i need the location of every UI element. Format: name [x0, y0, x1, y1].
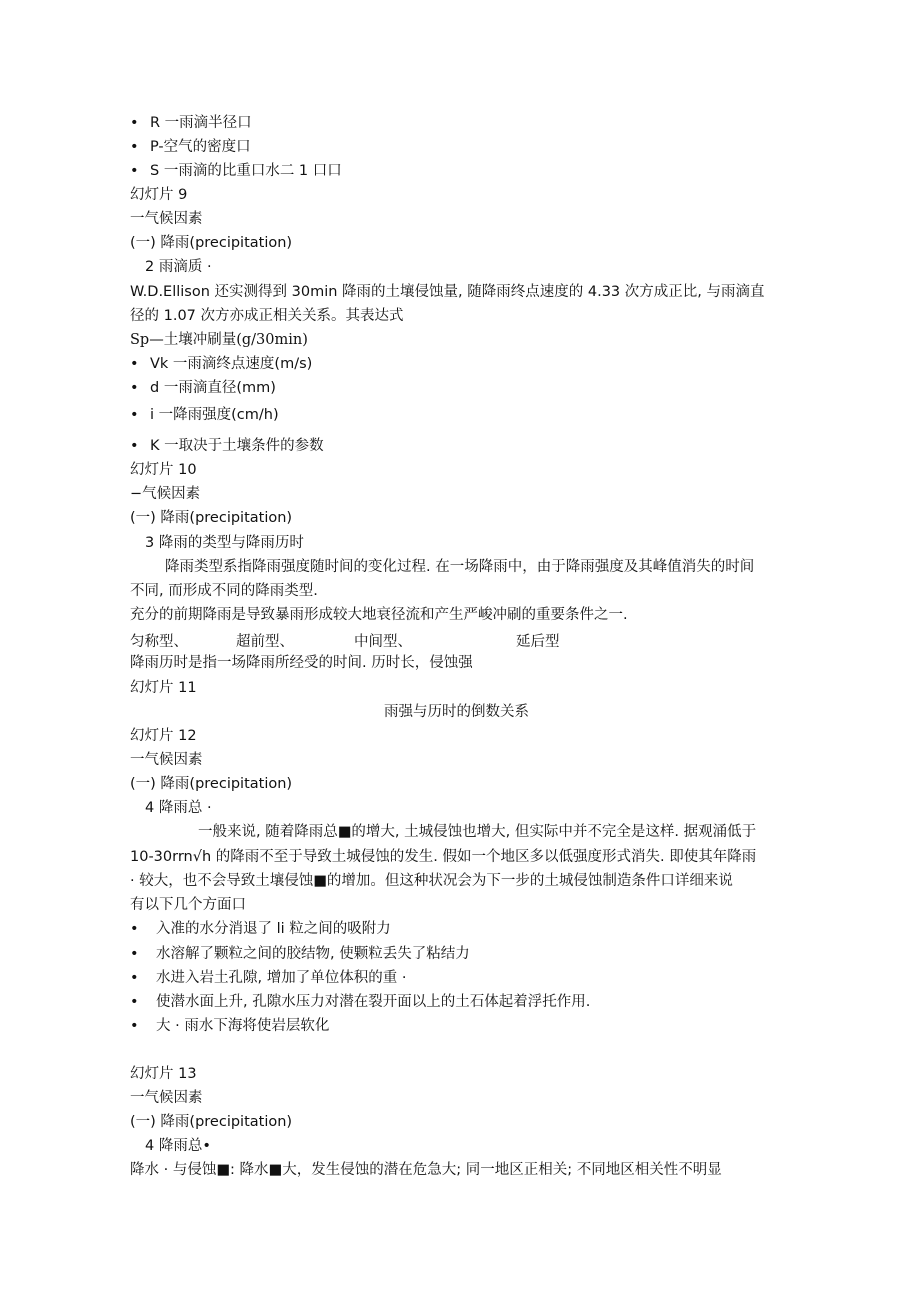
paragraph-line: 充分的前期降雨是导致暴雨形成较大地衰径流和产生严峻冲刷的重要条件之一. [130, 607, 628, 623]
bullet-dot: • [130, 1018, 139, 1034]
slide-heading: 幻灯片 10 [130, 462, 197, 478]
section-title: 一气候因素 [130, 211, 203, 227]
section-title: −气候因素 [130, 486, 201, 502]
topic-title: 3 降雨的类型与降雨历时 [145, 535, 304, 551]
rain-type-uniform: 匀称型、 [130, 634, 188, 650]
paragraph-line: 有以下几个方面口 [130, 897, 246, 913]
bullet-dot: • [130, 407, 139, 423]
bullet-text: 水进入岩土孔隙, 增加了单位体积的重 · [156, 970, 407, 986]
rain-type-middle: 中间型、 [354, 634, 412, 650]
subsection-title: (一) 降雨(precipitation) [130, 235, 293, 251]
slide-heading: 幻灯片 9 [130, 187, 188, 203]
bullet-dot: • [130, 380, 139, 396]
bullet-text: d 一雨滴直径(mm) [150, 380, 276, 396]
bullet-dot: • [130, 438, 139, 454]
bullet-dot: • [130, 139, 139, 155]
paragraph-line: · 较大，也不会导致土壤侵蚀■的增加。但这种状况会为下一步的土城侵蚀制造条件口详细来说 [130, 873, 733, 889]
bullet-text: R 一雨滴半径口 [150, 115, 252, 131]
slide-heading: 幻灯片 12 [130, 728, 197, 744]
subsection-title: (一) 降雨(precipitation) [130, 776, 293, 792]
paragraph-line: 降水 · 与侵蚀■: 降水■大，发生侵蚀的潜在危急大; 同一地区正相关; 不同地区相关性不明显 [130, 1162, 722, 1178]
bullet-text: K 一取决于土壤条件的参数 [150, 438, 324, 454]
paragraph-line: 10-30rrn√h 的降雨不至于导致土城侵蚀的发生. 假如一个地区多以低强度形式消失. 即使其年降雨 [130, 849, 757, 865]
topic-title: 2 雨滴质 · [145, 259, 212, 275]
rain-type-delayed: 延后型 [516, 634, 560, 650]
section-title: 一气候因素 [130, 752, 203, 768]
bullet-text: 使潜水面上升, 孔隙水压力对潜在裂开面以上的土石体起着浮托作用. [156, 994, 591, 1010]
slide-heading: 幻灯片 11 [130, 680, 197, 696]
bullet-text: 大 · 雨水下海将使岩层软化 [156, 1018, 330, 1034]
paragraph-line: W.D.Ellison 还实测得到 30min 降雨的土壤侵蚀量, 随降雨终点速度的 4.33 次方成正比, 与雨滴直 [130, 284, 765, 300]
topic-title: 4 降雨总 · [145, 800, 212, 816]
figure-caption: 雨强与历时的倒数关系 [384, 704, 529, 720]
subsection-title: (一) 降雨(precipitation) [130, 1114, 293, 1130]
section-title: 一气候因素 [130, 1090, 203, 1106]
paragraph-line: 降雨历时是指一场降雨所经受的时间. 历时长，侵蚀强 [130, 655, 473, 671]
paragraph-line: 径的 1.07 次方亦成正相关关系。其表达式 [130, 308, 404, 324]
bullet-dot: • [130, 970, 139, 986]
topic-title: 4 降雨总• [145, 1138, 211, 1154]
paragraph-line: 一般来说, 随着降雨总■的增大, 土城侵蚀也增大, 但实际中并不完全是这样. 据观涌低于 [198, 824, 757, 840]
rain-type-advanced: 超前型、 [236, 634, 294, 650]
paragraph-line: 降雨类型系指降雨强度随时间的变化过程. 在一场降雨中，由于降雨强度及其峰值消失的时间 [165, 559, 755, 575]
bullet-dot: • [130, 921, 139, 937]
bullet-text: Vk 一雨滴终点速度(m/s) [150, 356, 313, 372]
slide-heading: 幻灯片 13 [130, 1066, 197, 1082]
bullet-text: 水溶解了颗粒之间的胶结物, 使颗粒丢失了粘结力 [156, 946, 470, 962]
bullet-text: 入准的水分消退了 li 粒之间的吸附力 [156, 921, 391, 937]
bullet-text: S 一雨滴的比重口水二 1 口口 [150, 163, 342, 179]
subsection-title: (一) 降雨(precipitation) [130, 510, 293, 526]
bullet-dot: • [130, 115, 139, 131]
bullet-text: i 一降雨强度(cm/h) [150, 407, 279, 423]
paragraph-line: 不同, 而形成不同的降雨类型. [130, 583, 318, 599]
bullet-dot: • [130, 356, 139, 372]
bullet-dot: • [130, 163, 139, 179]
bullet-dot: • [130, 946, 139, 962]
bullet-text: P-空气的密度口 [150, 139, 251, 155]
definition-line: Sp—土壤冲刷量(g/30min) [130, 332, 308, 348]
bullet-dot: • [130, 994, 139, 1010]
